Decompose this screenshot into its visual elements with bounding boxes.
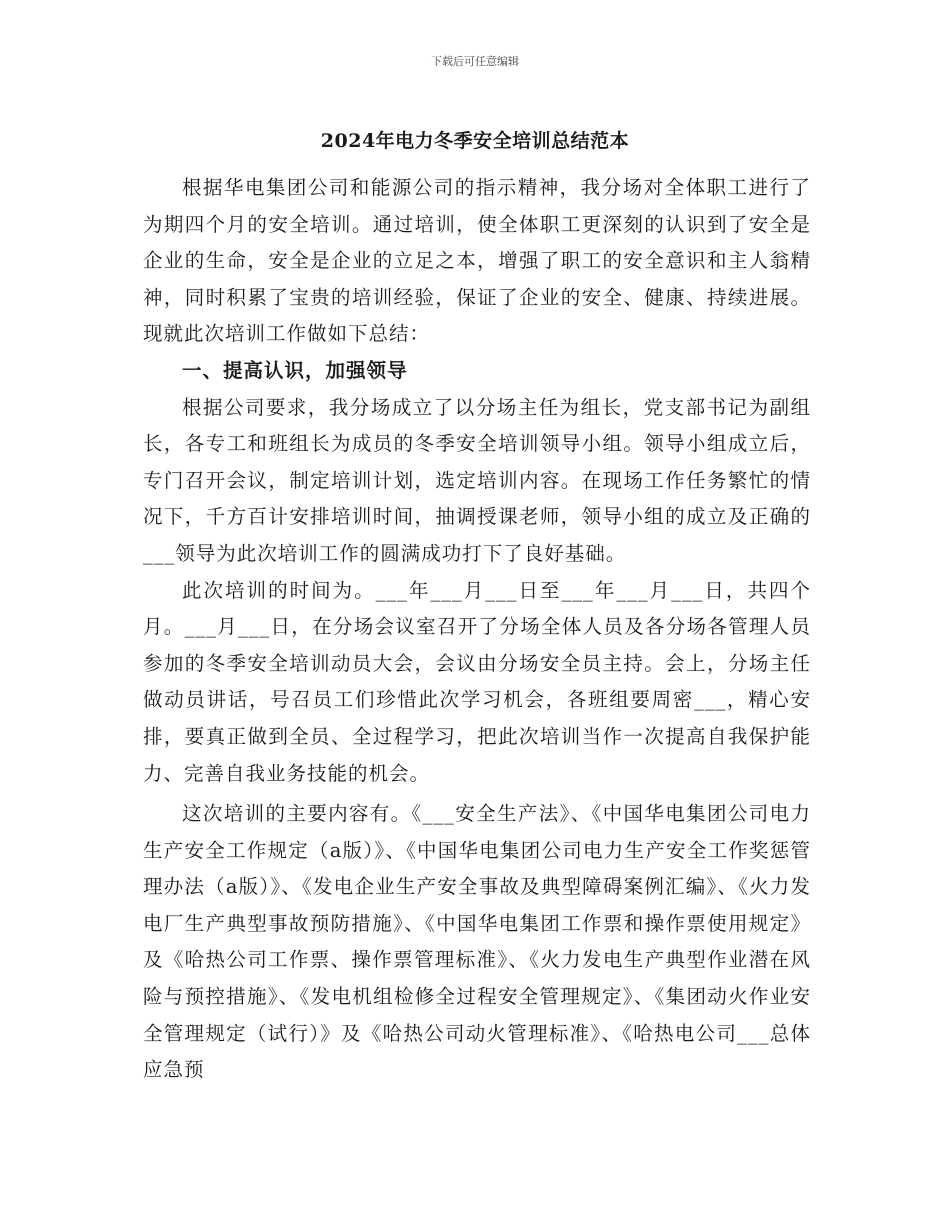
section-heading-1: 一、提高认识，加强领导 xyxy=(182,358,408,382)
header-note: 下载后可任意编辑 xyxy=(431,55,519,68)
document-body xyxy=(143,170,811,1089)
paragraph-schedule: 此次培训的时间为。___年___月___日至___年___月___日，共四个月。___月___日，在分场会议室召开了分场全体人员及各分场各管理人员参加的冬季安全培训动员大会，会议由分场安全员主持。会上，分场主任做动员讲话，号召员工们珍惜此次学习机会，各班组要周密___，精心安排，要真正做到全员、全过程学习，把此次培训当作一次提高自我保护能力、完善自我业务技能的机会。 xyxy=(143,578,811,785)
paragraph-intro: 根据华电集团公司和能源公司的指示精神，我分场对全体职工进行了为期四个月的安全培训。通过培训，使全体职工更深刻的认识到了安全是企业的生命，安全是企业的立足之本，增强了职工的安全意识和主人翁精神，同时积累了宝贵的培训经验，保证了企业的安全、健康、持续进展。现就此次培训工作做如下总结： xyxy=(143,176,811,346)
document-title: 2024年电力冬季安全培训总结范本 xyxy=(320,130,630,152)
paragraph-leadership: 根据公司要求，我分场成立了以分场主任为组长，党支部书记为副组长，各专工和班组长为成员的冬季安全培训领导小组。领导小组成立后，专门召开会议，制定培训计划，选定培训内容。在现场工作任务繁忙的情况下，千方百计安排培训时间，抽调授课老师，领导小组的成立及正确的___领导为此次培训工作的圆满成功打下了良好基础。 xyxy=(143,395,811,565)
paragraph-content: 这次培训的主要内容有。《___安全生产法》、《中国华电集团公司电力生产安全工作规定（a版）》、《中国华电集团公司电力生产安全工作奖惩管理办法（a版）》、《发电企业生产安全事故及典型障碍案例汇编》、《火力发电厂生产典型事故预防措施》、《中国华电集团工作票和操作票使用规定》及《哈热公司工作票、操作票管理标准》、《火力发电生产典型作业潜在风险与预控措施》、《发电机组检修全过程安全管理规定》、《集团动火作业安全管理规定（试行）》及《哈热公司动火管理标准》、《哈热电公司___总体应急预 xyxy=(143,802,811,1082)
